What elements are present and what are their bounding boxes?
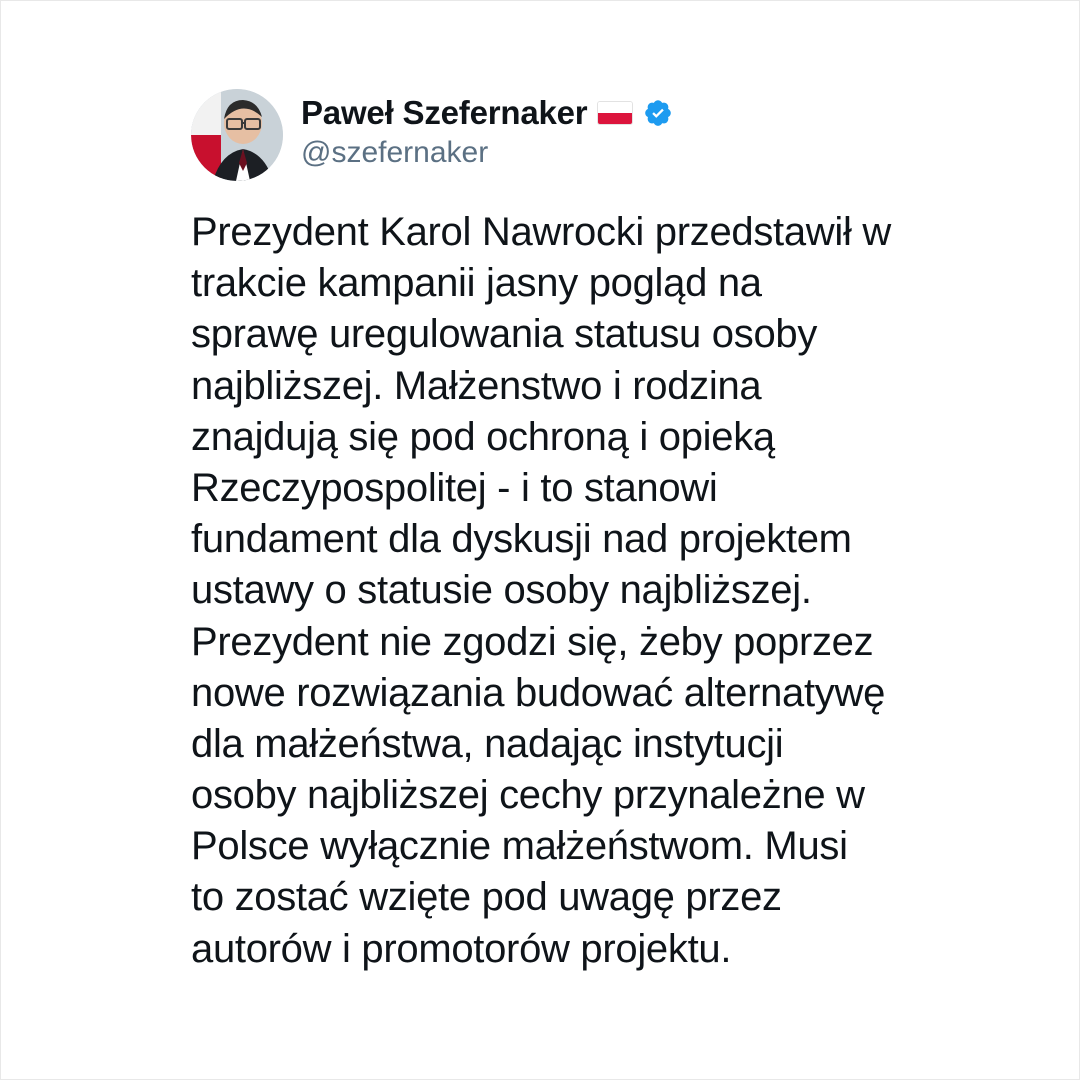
tweet-text: Prezydent Karol Nawrocki przedstawił w trakcie kampanii jasny pogląd na sprawę uregulowania statusu osoby najbliższej. Małżenstwo i rodzina znajdują się pod ochroną i opieką Rzeczypospolitej - i to stanowi fundament dla dyskusji nad projektem ustawy o statusie osoby najbliższej. Prezydent nie zgodzi się, żeby poprzez nowe rozwiązania budować alternatywę dla małżeństwa, nadając instytucji osoby najbliższej cechy przynależne w Polsce wyłącznie małżeństwom. Musi to zostać wzięte pod uwagę przez autorów i promotorów projektu. [191, 210, 902, 971]
poland-flag-icon [597, 101, 633, 125]
tweet-header [191, 89, 891, 181]
display-name: Paweł Szefernaker [301, 94, 588, 131]
tweet-container [191, 89, 902, 975]
avatar-photo [191, 89, 283, 181]
author-handle[interactable]: @szefernaker [301, 136, 489, 170]
avatar[interactable] [191, 89, 283, 181]
author-identity [301, 89, 673, 171]
verified-badge-icon [643, 98, 673, 128]
name-row [301, 95, 673, 131]
